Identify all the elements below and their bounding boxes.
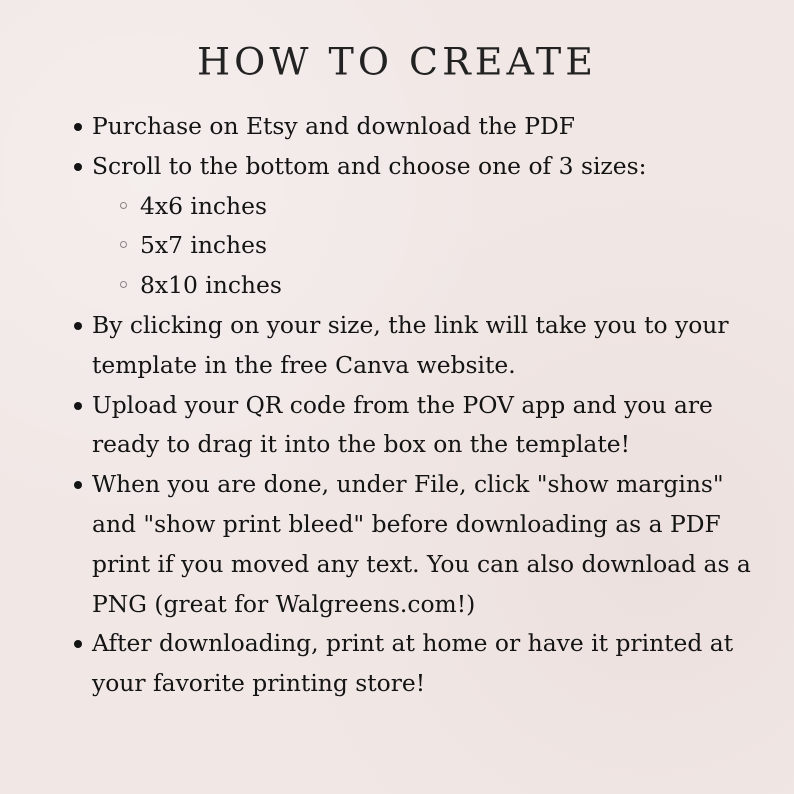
hollow-bullet-icon xyxy=(120,202,127,209)
size-options xyxy=(70,187,770,306)
bullet-icon xyxy=(74,481,82,489)
step-text: Upload your QR code from the POV app and you are ready to drag it into the box on the template! xyxy=(92,390,713,459)
bullet-icon xyxy=(74,163,82,171)
bullet-icon xyxy=(74,322,82,330)
bullet-icon xyxy=(74,402,82,410)
step-text: By clicking on your size, the link will take you to your template in the free Canva website. xyxy=(92,310,729,379)
bullet-icon xyxy=(74,640,82,648)
page-title: HOW TO CREATE xyxy=(197,40,597,84)
size-option xyxy=(70,266,770,306)
step-text: Purchase on Etsy and download the PDF xyxy=(92,112,576,140)
step-text: After downloading, print at home or have it printed at your favorite printing store! xyxy=(92,629,734,698)
step-item xyxy=(70,465,770,624)
size-label: 8x10 inches xyxy=(140,271,282,300)
step-item xyxy=(70,306,770,386)
size-label: 4x6 inches xyxy=(140,191,267,220)
step-text: When you are done, under File, click "show margins" and "show print bleed" before downloading as a PDF print if you moved any text. You can also download as a PNG (great for Walgreens.com!) xyxy=(92,470,751,618)
steps-list xyxy=(70,107,770,704)
step-item xyxy=(70,107,770,147)
step-item xyxy=(70,386,770,466)
hollow-bullet-icon xyxy=(120,281,127,288)
sizes-list xyxy=(70,187,770,306)
hollow-bullet-icon xyxy=(120,241,127,248)
bullet-icon xyxy=(74,123,82,131)
step-text: Scroll to the bottom and choose one of 3 sizes: xyxy=(92,151,647,180)
size-option xyxy=(70,187,770,227)
size-option xyxy=(70,226,770,266)
step-item xyxy=(70,147,770,187)
size-label: 5x7 inches xyxy=(140,231,267,260)
step-item xyxy=(70,624,770,704)
